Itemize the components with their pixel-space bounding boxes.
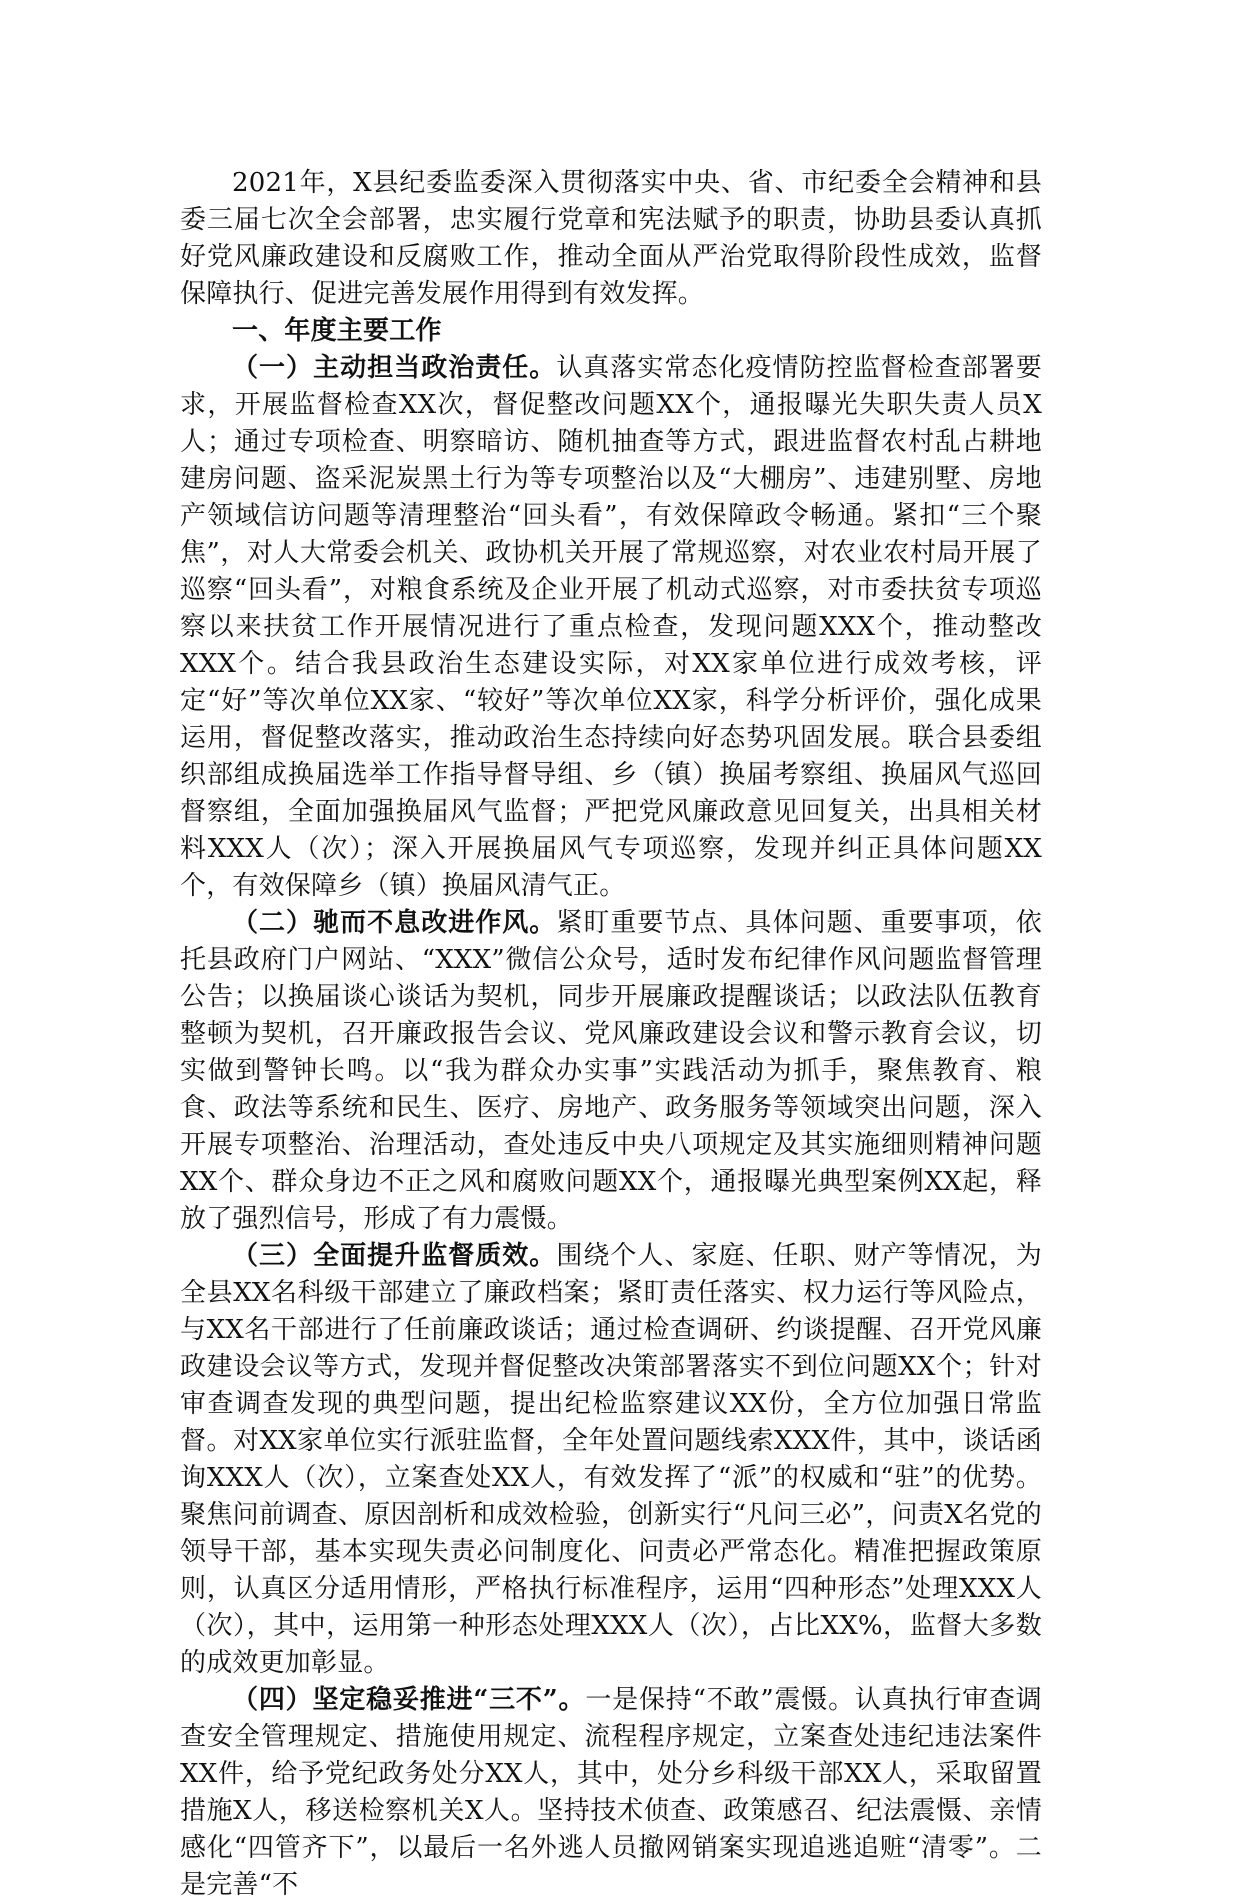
section-heading: 一、年度主要工作 bbox=[232, 316, 442, 346]
item-lead-2: （二）驰而不息改进作风。 bbox=[232, 908, 557, 938]
item-body-3: 围绕个人、家庭、任职、财产等情况，为全县XX名科级干部建立了廉政档案；紧盯责任落实、权力运行等风险点，与XX名干部进行了任前廉政谈话；通过检查调研、约谈提醒、召开党风廉政建设会议等方式，发现并督促整改决策部署落实不到位问题XX个；针对审查调查发现的典型问题，提出纪检监察建议XX份，全方位加强日常监督。对XX家单位实行派驻监督，全年处置问题线索XXX件，其中，谈话函询XXX人（次），立案查处XX人，有效发挥了“派”的权威和“驻”的优势。聚焦问前调查、原因剖析和成效检验，创新实行“凡问三必”，问责X名党的领导干部，基本实现失责必问制度化、问责必严常态化。精准把握政策原则，认真区分适用情形，严格执行标准程序，运用“四种形态”处理XXX人（次），其中，运用第一种形态处理XXX人（次），占比XX%，监督大多数的成效更加彰显。 bbox=[180, 1241, 1042, 1678]
document-page bbox=[180, 165, 1042, 1904]
item-paragraph-1 bbox=[180, 350, 1042, 905]
item-paragraph-3 bbox=[180, 1238, 1042, 1682]
item-paragraph-4 bbox=[180, 1682, 1042, 1904]
item-lead-1: （一）主动担当政治责任。 bbox=[232, 353, 557, 383]
item-body-4: 一是保持“不敢”震慑。认真执行审查调查安全管理规定、措施使用规定、流程程序规定，立案查处违纪违法案件XX件，给予党纪政务处分XX人，其中，处分乡科级干部XX人，采取留置措施X人，移送检察机关X人。坚持技术侦查、政策感召、纪法震慑、亲情感化“四管齐下”，以最后一名外逃人员撤网销案实现追逃追赃“清零”。二是完善“不 bbox=[180, 1685, 1042, 1900]
item-lead-4: （四）坚定稳妥推进“三不”。 bbox=[232, 1685, 586, 1715]
intro-paragraph: 2021年，X县纪委监委深入贯彻落实中央、省、市纪委全会精神和县委三届七次全会部署，忠实履行党章和宪法赋予的职责，协助县委认真抓好党风廉政建设和反腐败工作，推动全面从严治党取得阶段性成效，监督保障执行、促进完善发展作用得到有效发挥。 bbox=[180, 168, 1042, 309]
item-lead-3: （三）全面提升监督质效。 bbox=[232, 1241, 557, 1271]
item-body-1: 认真落实常态化疫情防控监督检查部署要求，开展监督检查XX次，督促整改问题XX个，通报曝光失职失责人员X人；通过专项检查、明察暗访、随机抽查等方式，跟进监督农村乱占耕地建房问题、盗采泥炭黑土行为等专项整治以及“大棚房”、违建别墅、房地产领域信访问题等清理整治“回头看”，有效保障政令畅通。紧扣“三个聚焦”，对人大常委会机关、政协机关开展了常规巡察，对农业农村局开展了巡察“回头看”，对粮食系统及企业开展了机动式巡察，对市委扶贫专项巡察以来扶贫工作开展情况进行了重点检查，发现问题XXX个，推动整改XXX个。结合我县政治生态建设实际，对XX家单位进行成效考核，评定“好”等次单位XX家、“较好”等次单位XX家，科学分析评价，强化成果运用，督促整改落实，推动政治生态持续向好态势巩固发展。联合县委组织部组成换届选举工作指导督导组、乡（镇）换届考察组、换届风气巡回督察组，全面加强换届风气监督；严把党风廉政意见回复关，出具相关材料XXX人（次）；深入开展换届风气专项巡察，发现并纠正具体问题XX个，有效保障乡（镇）换届风清气正。 bbox=[180, 353, 1042, 901]
item-body-2: 紧盯重要节点、具体问题、重要事项，依托县政府门户网站、“XXX”微信公众号，适时发布纪律作风问题监督管理公告；以换届谈心谈话为契机，同步开展廉政提醒谈话；以政法队伍教育整顿为契机，召开廉政报告会议、党风廉政建设会议和警示教育会议，切实做到警钟长鸣。以“我为群众办实事”实践活动为抓手，聚焦教育、粮食、政法等系统和民生、医疗、房地产、政务服务等领域突出问题，深入开展专项整治、治理活动，查处违反中央八项规定及其实施细则精神问题XX个、群众身边不正之风和腐败问题XX个，通报曝光典型案例XX起，释放了强烈信号，形成了有力震慑。 bbox=[180, 908, 1042, 1234]
item-paragraph-2 bbox=[180, 905, 1042, 1238]
